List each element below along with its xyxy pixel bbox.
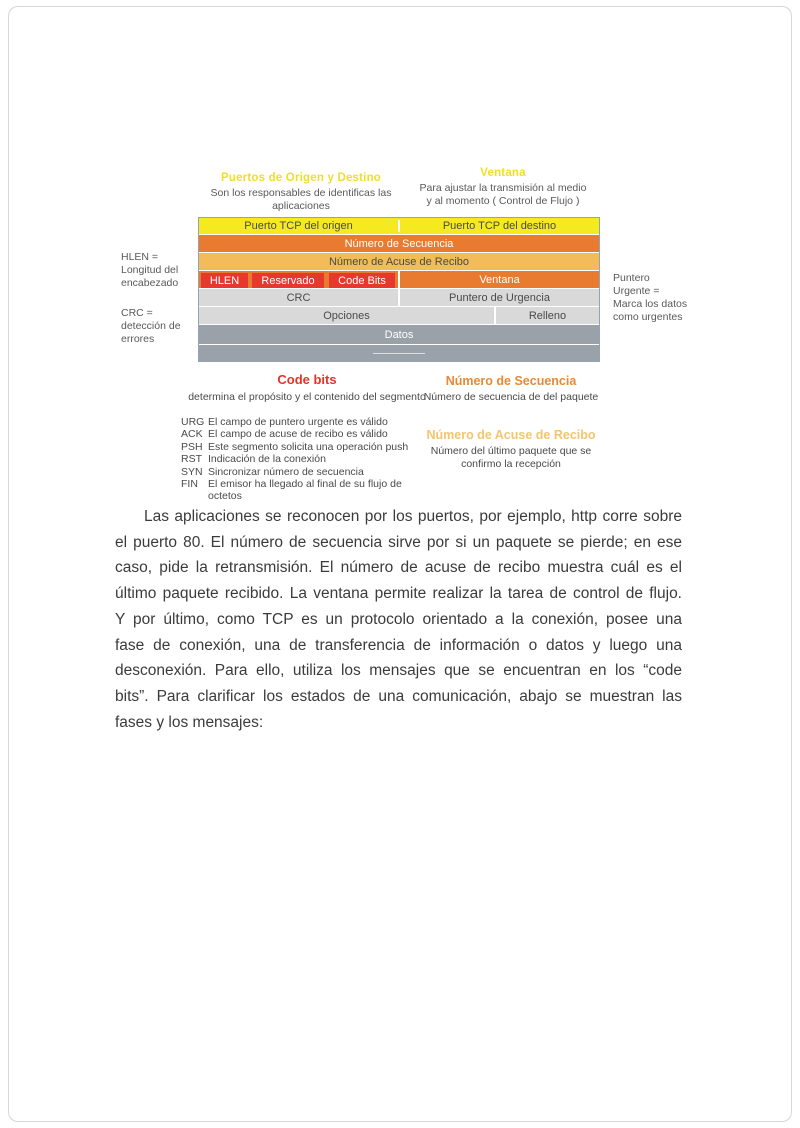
dashed-line-icon <box>373 353 425 354</box>
code-bit-key: FIN <box>181 478 198 491</box>
table-row-crc-urgent <box>199 289 599 306</box>
code-bits-list-item <box>181 478 433 503</box>
code-bit-desc: Indicación de la conexión <box>208 453 326 466</box>
code-bit-key: ACK <box>181 428 203 441</box>
code-bits-list <box>181 416 433 503</box>
sequence-number-note-desc: Número de secuencia de del paquete <box>423 391 599 403</box>
code-bit-desc: Este segmento solicita una operación push <box>208 440 409 453</box>
cell-dest-port: Puerto TCP del destino <box>398 220 599 232</box>
body-paragraph-line: bits”. Para clarificar los estados de una comunicación, abajo se muestran las <box>115 687 682 705</box>
ack-number-note-desc <box>419 445 603 471</box>
cell-hlen: HLEN <box>201 273 248 288</box>
code-bit-key: SYN <box>181 465 203 478</box>
window-header-desc <box>418 182 588 208</box>
ports-header-desc-line2: aplicaciones <box>272 200 330 212</box>
table-row-hlen-codebits-window <box>199 271 599 288</box>
code-bit-desc: El campo de puntero urgente es válido <box>208 416 388 428</box>
window-header-desc-line1: Para ajustar la transmisión al medio <box>419 182 587 194</box>
urgent-pointer-label-line2: Urgente = <box>613 285 660 297</box>
table-row-data: Datos <box>199 325 599 344</box>
cell-source-port: Puerto TCP del origen <box>244 220 353 232</box>
ack-number-note-desc-line2: confirmo la recepción <box>461 458 561 470</box>
table-row-options-padding <box>199 307 599 324</box>
cell-crc: CRC <box>199 289 398 306</box>
window-header <box>418 167 588 208</box>
urgent-pointer-side-label <box>613 272 687 324</box>
body-paragraph-line: Y por último, como TCP es un protocolo orientado a la conexión, posee una <box>115 610 682 628</box>
crc-side-label-line2: detección de <box>121 320 181 332</box>
code-bits-list-item <box>181 441 433 453</box>
crc-side-label-line1: CRC = <box>121 307 153 319</box>
ack-number-note-title: Número de Acuse de Recibo <box>426 428 596 442</box>
code-bit-desc: Sincronizar número de secuencia <box>208 465 364 478</box>
body-paragraph-line: el puerto 80. El número de secuencia sirve por si un paquete se pierde; en ese <box>115 533 682 551</box>
code-bits-list-item <box>181 416 433 428</box>
hlen-side-label-line1: HLEN = <box>121 251 159 263</box>
cell-padding: Relleno <box>496 307 599 324</box>
code-bit-key: PSH <box>181 440 203 453</box>
sequence-number-note <box>419 374 603 404</box>
code-bits-list-item <box>181 466 433 478</box>
code-bits-subtitle: determina el propósito y el contenido del segmento <box>188 391 426 403</box>
table-row-ack-number: Número de Acuse de Recibo <box>199 253 599 270</box>
urgent-pointer-label-line1: Puntero <box>613 272 650 284</box>
cell-options: Opciones <box>199 307 494 324</box>
window-header-desc-line2: y al momento ( Control de Flujo ) <box>426 195 580 207</box>
body-paragraph-line: fases y los mensajes: <box>115 713 264 731</box>
ports-header-title: Puertos de Origen y Destino <box>220 172 382 184</box>
hlen-side-label <box>121 251 178 290</box>
crc-side-label-line3: errores <box>121 333 155 345</box>
body-paragraph-line: fase de conexión, una de transferencia de información o datos y luego una <box>115 636 682 654</box>
ack-number-note <box>419 428 603 471</box>
table-row-ports <box>199 218 599 234</box>
ack-number-note-desc-line1: Número del último paquete que se <box>430 445 592 457</box>
hlen-side-label-line2: Longitud del <box>121 264 179 276</box>
cell-code-bits: Code Bits <box>329 273 395 288</box>
cell-window: Ventana <box>479 273 520 286</box>
table-row-data-continuation <box>199 345 599 361</box>
code-bit-key: RST <box>181 453 202 466</box>
ports-header-desc-line1: Son los responsables de identificas las <box>210 187 392 199</box>
code-bits-list-item <box>181 428 433 440</box>
ports-header <box>198 172 404 213</box>
table-row-sequence-number: Número de Secuencia <box>199 235 599 252</box>
urgent-pointer-label-line3: Marca los datos <box>613 298 688 310</box>
code-bit-key: URG <box>181 416 205 428</box>
code-bits-title: Code bits <box>277 372 337 387</box>
window-header-title: Ventana <box>480 167 526 179</box>
tcp-header-table <box>198 217 600 362</box>
body-paragraph-line: último paquete recibido. La ventana permite realizar la tarea de control de flujo. <box>115 585 682 603</box>
urgent-pointer-label-line4: como urgentes <box>613 311 683 323</box>
body-paragraph <box>115 504 682 735</box>
code-bit-desc: El campo de acuse de recibo es válido <box>208 428 388 441</box>
code-bits-list-item <box>181 453 433 465</box>
crc-side-label <box>121 307 181 346</box>
hlen-side-label-line3: encabezado <box>121 277 179 289</box>
cell-reserved: Reservado <box>252 273 324 288</box>
ports-header-desc <box>198 187 404 213</box>
code-bit-desc: El emisor ha llegado al final de su flujo de octetos <box>208 478 402 503</box>
body-paragraph-line: desconexión. Para ello, utiliza los mensajes que se encuentran en los “code <box>115 662 682 680</box>
sequence-number-note-title: Número de Secuencia <box>445 374 577 388</box>
cell-urgent-pointer: Puntero de Urgencia <box>400 289 599 306</box>
code-bits-section <box>181 372 433 503</box>
body-paragraph-line: Las aplicaciones se reconocen por los puertos, por ejemplo, http corre sobre <box>144 508 682 525</box>
body-paragraph-line: caso, pide la retransmisión. El número de acuse de recibo muestra cuál es el <box>115 559 682 577</box>
